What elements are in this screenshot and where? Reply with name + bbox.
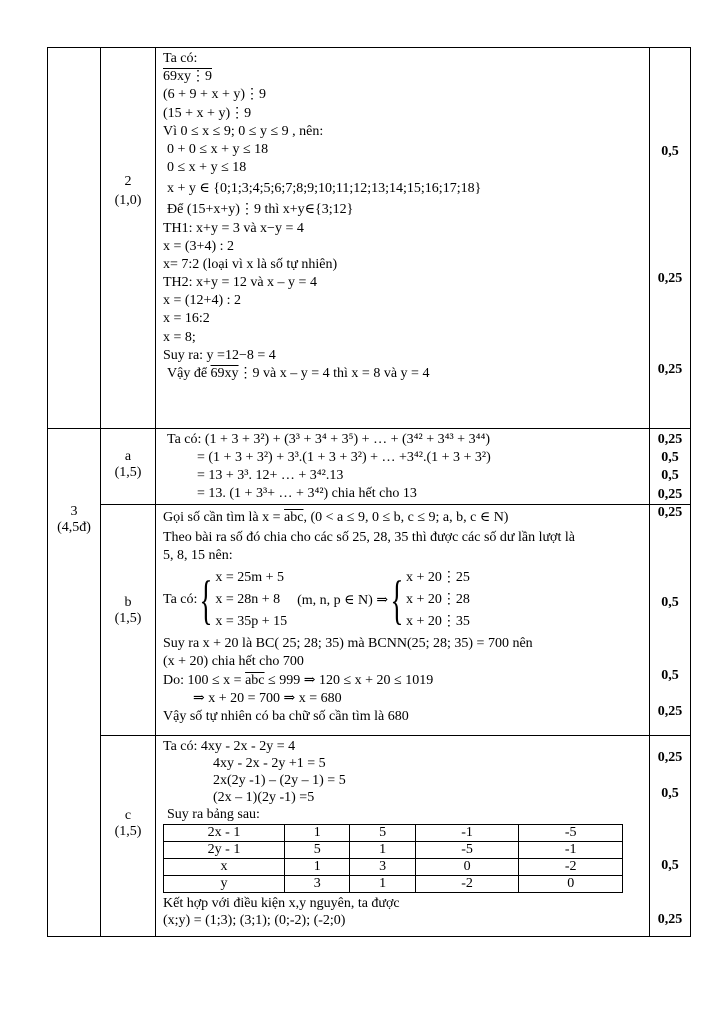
table-row: x 1 3 0 -2 xyxy=(164,858,623,875)
values-table xyxy=(163,824,623,893)
score: 0,5 xyxy=(661,785,679,801)
score: 0,25 xyxy=(657,504,683,520)
question-cell-empty xyxy=(48,48,101,429)
score-cell xyxy=(650,48,691,429)
line xyxy=(163,68,649,86)
overlined-number: 69xy xyxy=(210,366,239,381)
score: 0,5 xyxy=(661,468,679,484)
line: Suy ra: y =12−8 = 4 xyxy=(163,347,276,363)
table-row: y 3 1 -2 0 xyxy=(164,875,623,892)
part-cell xyxy=(101,735,156,936)
score-cell xyxy=(650,735,691,936)
line: = (1 + 3 + 3²) + 3³.(1 + 3 + 3²) + … +3⁴².(1 + 3 + 3²) xyxy=(197,450,491,466)
overlined-number: $\overline{abc}$ xyxy=(245,672,265,688)
part-label: c xyxy=(124,807,132,823)
line: (15 + x + y)⋮9 xyxy=(163,105,252,121)
line: Vậy để 69xy⋮9 và x – y = 4 thì x = 8 và y = 4 xyxy=(167,366,430,381)
line: x + y ∈ {0;1;3;4;5;6;7;8;9;10;11;12;13;14;15;16;17;18} xyxy=(167,181,482,197)
score: 0,25 xyxy=(657,271,683,286)
line: TH2: x+y = 12 và x – y = 4 xyxy=(163,275,317,291)
line: (2x – 1)(2y -1) =5 xyxy=(213,789,315,805)
solution-cell xyxy=(156,504,650,735)
overlined-number: $\overline{abc}$ xyxy=(284,509,304,525)
row-q3c xyxy=(48,735,691,936)
line: (x;y) = (1;3); (3;1); (0;-2); (-2;0) xyxy=(163,912,346,928)
score-cell xyxy=(650,504,691,735)
score: 0,25 xyxy=(657,703,683,719)
line: Kết hợp với điều kiện x,y nguyên, ta được xyxy=(163,895,400,911)
answer-key-table xyxy=(47,47,691,937)
equation-system: Ta có: { x = 25m + 5 x = 28n + 8 x = 35p + 15 (m, n, p ∈ N) ⇒ { x + 20⋮25 x + 20⋮28 x + 20⋮35 xyxy=(163,570,470,631)
part-cell xyxy=(101,48,156,429)
line: x= 7:2 (loại vì x là số tự nhiên) xyxy=(163,256,338,272)
line: x = (12+4) : 2 xyxy=(163,293,242,309)
line: ⇒ x + 20 = 700 ⇒ x = 680 xyxy=(193,690,342,706)
row-q2 xyxy=(48,48,691,429)
part-points: (1,5) xyxy=(114,610,142,626)
score: 0,25 xyxy=(657,486,683,502)
score: 0,5 xyxy=(661,667,679,683)
part-points: (1,0) xyxy=(114,193,142,208)
score: 0,5 xyxy=(661,144,679,159)
line: = 13. (1 + 3³+ … + 3⁴²) chia hết cho 13 xyxy=(197,485,417,501)
overlined-number: 69xy⋮9 xyxy=(163,69,212,85)
score: 0,5 xyxy=(661,450,679,466)
table-row: 2y - 1 5 1 -5 -1 xyxy=(164,841,623,858)
line: 2x(2y -1) – (2y – 1) = 5 xyxy=(213,772,346,788)
line: Vậy số tự nhiên có ba chữ số cần tìm là 680 xyxy=(163,708,409,724)
question-cell xyxy=(48,429,101,937)
line: 0 ≤ x + y ≤ 18 xyxy=(167,160,247,176)
line: Gọi số cần tìm là $x = \overline{abc}$, (0 < a ≤ 9, 0 ≤ b, c ≤ 9; a, b, c ∈ N) xyxy=(163,509,509,525)
score: 0,5 xyxy=(661,857,679,873)
part-points: (1,5) xyxy=(114,823,142,839)
line: Vì 0 ≤ x ≤ 9; 0 ≤ y ≤ 9 , nên: xyxy=(163,123,324,139)
line: Ta có: (1 + 3 + 3²) + (3³ + 3⁴ + 3⁵) + … + (3⁴² + 3⁴³ + 3⁴⁴) xyxy=(167,432,490,447)
solution-cell xyxy=(156,48,650,429)
part-cell xyxy=(101,429,156,505)
line: 4xy - 2x - 2y +1 = 5 xyxy=(213,755,326,771)
row-q3b xyxy=(48,504,691,735)
line: 5, 8, 15 nên: xyxy=(163,548,233,563)
part-label: a xyxy=(124,449,132,464)
line: Ta có: 4xy - 2x - 2y = 4 xyxy=(163,738,296,754)
score: 0,5 xyxy=(661,594,679,610)
score: 0,25 xyxy=(657,911,683,927)
score-cell xyxy=(650,429,691,505)
line: Suy ra x + 20 là BC( 25; 28; 35) mà BCNN(25; 28; 35) = 700 nên xyxy=(163,636,533,652)
line: Do: $100 \le x = \overline{abc} \le 999$ ⇒ 120 ≤ x + 20 ≤ 1019 xyxy=(163,672,434,688)
row-q3a xyxy=(48,429,691,505)
table-row: 2x - 1 1 5 -1 -5 xyxy=(164,824,623,841)
left-brace-icon: { xyxy=(390,570,404,631)
left-brace-icon: { xyxy=(199,570,213,631)
solution-cell xyxy=(156,735,650,936)
line: x = (3+4) : 2 xyxy=(163,238,235,254)
line: = 13 + 3³. 12+ … + 3⁴².13 xyxy=(197,468,344,484)
question-label: 3 xyxy=(70,504,78,519)
part-label: 2 xyxy=(124,174,132,189)
line: Theo bài ra số đó chia cho các số 25, 28, 35 thì được các số dư lần lượt là xyxy=(163,529,575,545)
line: 0 + 0 ≤ x + y ≤ 18 xyxy=(167,141,269,157)
line: Ta có: xyxy=(163,51,198,66)
question-points: (4,5đ) xyxy=(57,520,91,535)
part-points: (1,5) xyxy=(114,465,142,480)
line: Để (15+x+y)⋮9 thì x+y∈{3;12} xyxy=(167,202,354,218)
line: x = 8; xyxy=(163,329,196,345)
part-label: b xyxy=(124,594,132,610)
score: 0,25 xyxy=(657,432,683,447)
line: x = 16:2 xyxy=(163,311,210,327)
score: 0,25 xyxy=(657,362,683,377)
line: (6 + 9 + x + y)⋮9 xyxy=(163,87,267,103)
line: (x + 20) chia hết cho 700 xyxy=(163,654,304,670)
solution-cell xyxy=(156,429,650,505)
part-cell xyxy=(101,504,156,735)
line: TH1: x+y = 3 và x−y = 4 xyxy=(163,220,304,236)
score: 0,25 xyxy=(657,749,683,765)
line: Suy ra bảng sau: xyxy=(167,806,260,822)
